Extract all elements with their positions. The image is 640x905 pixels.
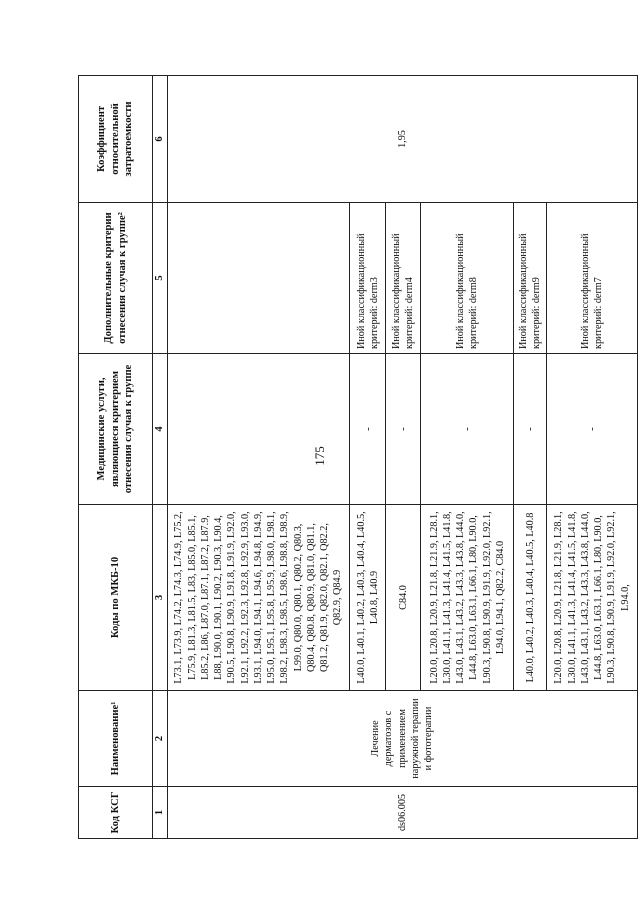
column-number: 1 <box>153 787 168 839</box>
group-name-cell: Лечение дерматозов с применением наружной терапии и фототерапии <box>167 691 637 787</box>
column-number: 3 <box>153 505 168 691</box>
extra-criteria-cell: Иной классификационный критерий: derm3 <box>350 203 386 354</box>
header-icd: Коды по МКБ-10 <box>79 505 153 691</box>
group-code-cell: ds06.005 <box>167 787 637 839</box>
icd-codes-cell: L40.0, L40.2, L40.3, L40.4, L40.5, L40.8 <box>514 505 547 691</box>
extra-criteria-cell: Иной классификационный критерий: derm8 <box>421 203 514 354</box>
column-number: 4 <box>153 354 168 505</box>
header-services: Медицинские услуги, являющиеся критерием отнесения случая к группе <box>79 354 153 505</box>
icd-codes-cell: L20.0, L20.8, L20.9, L21.8, L21.9, L28.1, L30.0, L41.1, L41.3, L41.4, L41.5, L41.8, L43.0, L43.1, L43.2, L43.3, L43.8, L44.0, L44.8, L63.0, L63.1, L66.1, L80, L90.0, L90.3, L90.8, L90.9, L91.9, L92.0, L92.1, L94.0, <box>547 505 638 691</box>
rotated-table-wrapper <box>78 76 638 839</box>
services-cell: - <box>547 354 638 505</box>
icd-codes-cell: L20.0, L20.8, L20.9, L21.8, L21.9, L28.1, L30.0, L41.1, L41.3, L41.4, L41.5, L41.8, L43.0, L43.1, L43.2, L43.3, L43.8, L44.0, L44.8, L63.0, L63.1, L66.1, L80, L90.0, L90.3, L90.8, L90.9, L91.9, L92.0, L92.1, L94.0, L94.1, Q82.2, C84.0 <box>421 505 514 691</box>
header-name: Наименование¹ <box>79 691 153 787</box>
services-cell: - <box>350 354 386 505</box>
column-number: 5 <box>153 203 168 354</box>
column-number: 2 <box>153 691 168 787</box>
services-cell <box>167 354 350 505</box>
column-number-row <box>153 76 168 839</box>
services-cell: - <box>514 354 547 505</box>
icd-codes-cell: C84.0 <box>386 505 421 691</box>
column-number: 6 <box>153 76 168 203</box>
ksg-table <box>78 75 638 839</box>
header-code: Код КСГ <box>79 787 153 839</box>
services-cell: - <box>386 354 421 505</box>
coefficient-cell: 1,95 <box>167 76 637 203</box>
page-number-text: 175 <box>312 446 327 466</box>
header-extra: Дополнительные критерии отнесения случая к группе² <box>79 203 153 354</box>
table-row <box>167 76 350 839</box>
header-coef: Коэффициент относительной затратоемкости <box>79 76 153 203</box>
extra-criteria-cell: Иной классификационный критерий: derm9 <box>514 203 547 354</box>
header-row <box>79 76 153 839</box>
extra-criteria-cell <box>167 203 350 354</box>
services-cell: - <box>421 354 514 505</box>
icd-codes-cell: L40.0, L40.1, L40.2, L40.3, L40.4, L40.5, L40.8, L40.9 <box>350 505 386 691</box>
icd-codes-cell: L73.1, L73.9, L74.2, L74.3, L74.9, L75.2, L75.9, L81.3, L81.5, L83, L85.0, L85.1, L85.2, L86, L87.0, L87.1, L87.2, L87.9, L88, L90.0, L90.1, L90.2, L90.3, L90.4, L90.5, L90.8, L90.9, L91.8, L91.9, L92.0, L92.1, L92.2, L92.3, L92.8, L92.9, L93.0, L93.1, L94.0, L94.1, L94.6, L94.8, L94.9, L95.0, L95.1, L95.8, L95.9, L98.0, L98.1, L98.2, L98.3, L98.5, L98.6, L98.8, L98.9, L99.0, Q80.0, Q80.1, Q80.2, Q80.3, Q80.4, Q80.8, Q80.9, Q81.0, Q81.1, Q81.2, Q81.9, Q82.0, Q82.1, Q82.2, Q82.9, Q84.9 <box>167 505 350 691</box>
extra-criteria-cell: Иной классификационный критерий: derm4 <box>386 203 421 354</box>
extra-criteria-cell: Иной классификационный критерий: derm7 <box>547 203 638 354</box>
